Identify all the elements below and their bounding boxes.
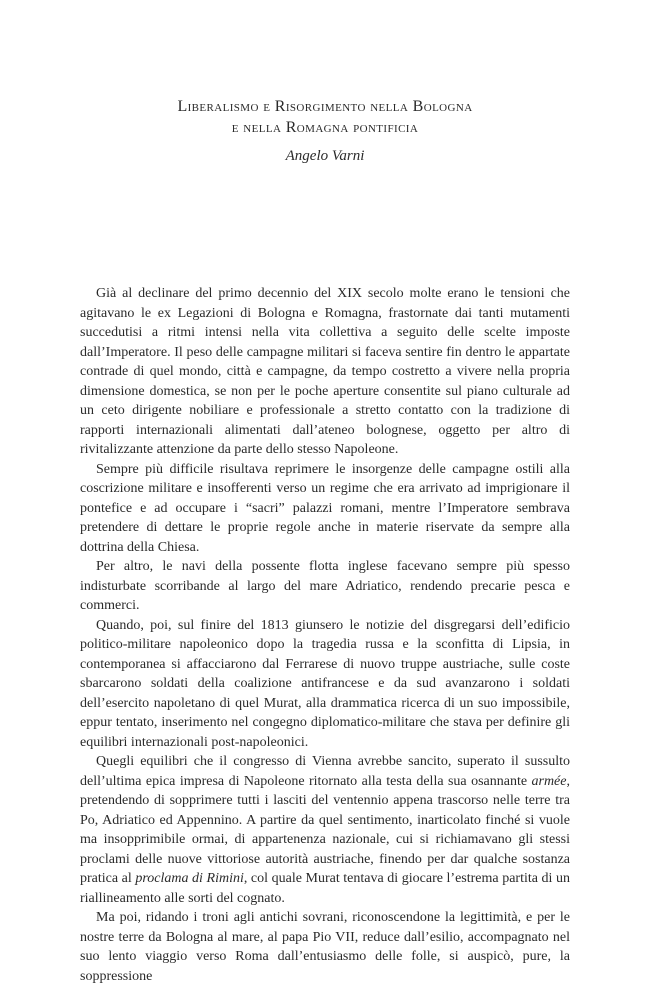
paragraph-4 (80, 616, 570, 753)
paragraph-6 (80, 908, 570, 986)
chapter-title-line-1: Liberalismo e Risorgimento nella Bologna (177, 98, 473, 115)
italic-term-armee: armée (531, 773, 567, 789)
text-run: Quando, poi, sul finire del 1813 giunsero le notizie del disgregarsi dell’edificio politico-militare napoleonico dopo la tragedia russa e la sconfitta di Lipsia, in contemporanea si affacciarono dal Ferrarese di nuovo truppe austriache, sulle coste sbarcarono soldati della coalizione antifrancese e da sud avanzarono i soldati dell’esercito napoletano di quel Murat, alla drammatica ricerca di un suo impossibile, eppur tentato, inserimento nel congegno diplomatico-militare che stava per definire gli equilibri internazionali post-napoleonici. (80, 617, 570, 750)
body-text (80, 284, 570, 986)
chapter-title-line-2: e nella Romagna pontificia (231, 119, 419, 136)
text-run: , pretendendo di sopprimere tutti i lasciti del ventennio appena trascorso nelle terre tra Po, Adriatico ed Appennino. A partire da quel sentimento, inarticolato finché si vuole ma insopprimibile ormai, di appartenenza nazionale, cui si richiamavano gli stessi proclami delle nuove vittoriose autorità austriache, finendo per dar qualche sostanza pratica al (80, 773, 570, 886)
text-run: Sempre più difficile risultava reprimere le insorgenze delle campagne ostili alla coscrizione militare e insofferenti verso un regime che era arrivato ad imprigionare il pontefice e ad occupare i “sacri” palazzi romani, mentre l’Imperatore sembrava pretendere di dettare le proprie regole anche in materie riservate da sempre alla dottrina della Chiesa. (80, 461, 570, 555)
author-name: Angelo Varni (285, 148, 365, 164)
paragraph-1 (80, 284, 570, 460)
text-run: Quegli equilibri che il congresso di Vienna avrebbe sancito, superato il sussulto dell’ultima epica impresa di Napoleone ritornato alla testa della sua osannante (80, 754, 570, 789)
paragraph-2 (80, 460, 570, 558)
text-run: Per altro, le navi della possente flotta inglese facevano sempre più spesso indisturbate scorribande al largo del mare Adriatico, rendendo precarie pesca e commerci. (80, 559, 570, 613)
italic-term-proclama-di-rimini: proclama di Rimini (135, 871, 244, 886)
paragraph-5 (80, 752, 570, 908)
text-run: , col quale Murat tentava di giocare l’estrema partita di un riallineamento alle sorti del cognato. (80, 871, 570, 906)
text-run: Già al declinare del primo decennio del XIX secolo molte erano le tensioni che agitavano le ex Legazioni di Bologna e Romagna, frastornate dai tanti mutamenti succedutisi a ritmi intensi nella vita collettiva a seguito delle scelte imposte dall’Imperatore. Il peso delle campagne militari si faceva sentire fin dentro le appartate contrade di quel mondo, città e campagne, da tempo costretto a vivere nella propria dimensione domestica, se non per le poche aperture consentite sul piano culturale ad un ceto dirigente nobiliare e professionale a stretto contatto con la tradizione di rapporti internazionali alimentati dall’ateneo bolognese, oggetto per altro di rivitalizzante attenzione da parte dello stesso Napoleone. (80, 286, 570, 457)
paragraph-3 (80, 557, 570, 616)
text-run: Ma poi, ridando i troni agli antichi sovrani, riconoscendone la legittimità, e per le nostre terre da Bologna al mare, al papa Pio VII, reduce dall’esilio, accompagnato nel suo lento viaggio verso Roma dall’entusiasmo delle folle, si auspicò, pure, la soppressione (80, 910, 570, 984)
